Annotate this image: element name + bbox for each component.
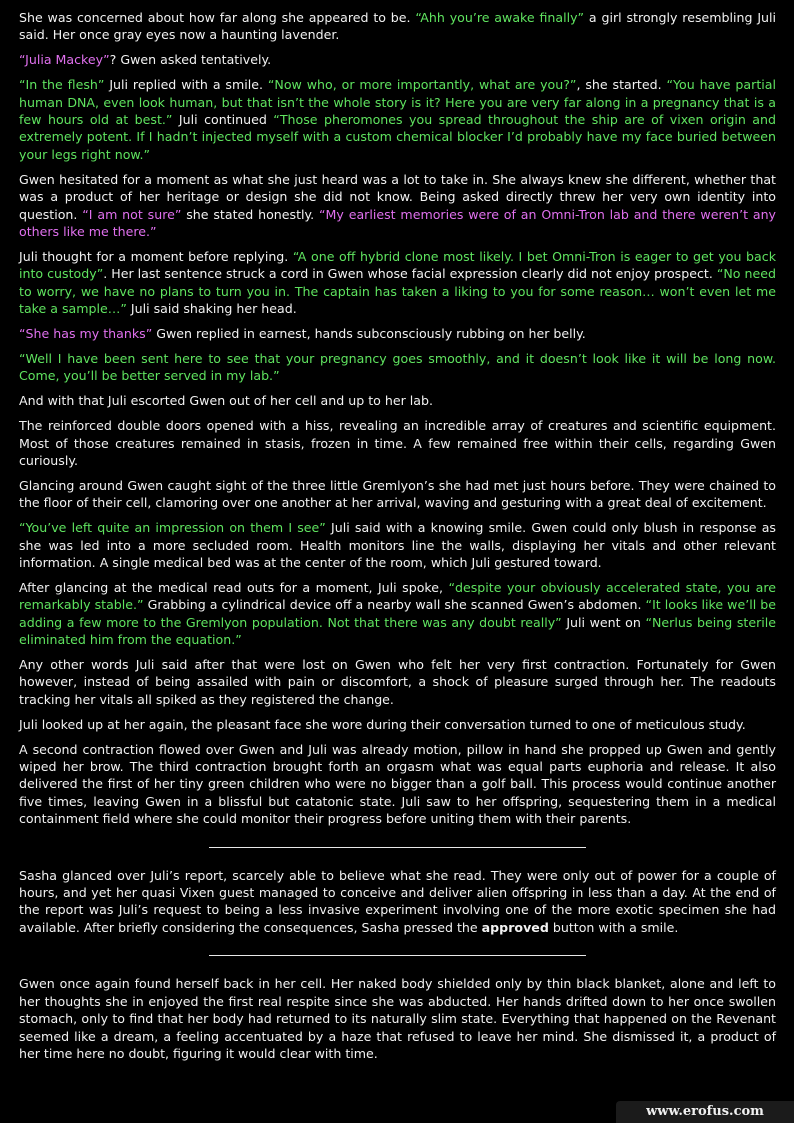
narration-text: Juli said with a knowing smile. Gwen could only blush in response as she was led into a more secluded room. Health monitors line the walls, displaying her vitals and other relevant information. A single medical bed was at the center of the room, which Juli gestured toward. bbox=[19, 520, 776, 570]
story-paragraph bbox=[19, 392, 776, 409]
narration-text: Glancing around Gwen caught sight of the three little Gremlyon’s she had met just hours before. They were chained to the floor of their cell, clamoring over one another at her arrival, waving and gesturing with a great deal of excitement. bbox=[19, 477, 776, 511]
narration-text: Juli looked up at her again, the pleasant face she wore during their conversation turned to one of meticulous study. bbox=[19, 716, 746, 732]
story-paragraph bbox=[19, 76, 776, 163]
narration-text: Juli continued bbox=[172, 112, 274, 128]
narration-text: , she started. bbox=[576, 77, 667, 93]
gwen-dialogue: “I am not sure” bbox=[82, 206, 182, 222]
story-paragraph bbox=[19, 9, 776, 44]
narration-text: Any other words Juli said after that were lost on Gwen who felt her very first contraction. Fortunately for Gwen however, instead of being assailed with pain or discomfort, a shock of pleasure surged through her. The readouts tracking her vitals all spiked as they registered the change. bbox=[19, 657, 776, 707]
story-paragraph bbox=[19, 417, 776, 469]
narration-text: . Her last sentence struck a cord in Gwen whose facial expression clearly did not enjoy prospect. bbox=[103, 266, 717, 282]
juli-dialogue: “Nerlus being sterile eliminated him from the equation.” bbox=[19, 614, 776, 648]
story-paragraph bbox=[19, 350, 776, 385]
story-paragraph bbox=[19, 477, 776, 512]
juli-dialogue: “Ahh you’re awake finally” bbox=[415, 10, 585, 25]
story-paragraph bbox=[19, 741, 776, 828]
narration-text: she stated honestly. bbox=[181, 206, 320, 222]
narration-text: She was concerned about how far along she appeared to be. bbox=[19, 10, 416, 25]
section-divider-1 bbox=[209, 847, 586, 848]
narration-text: Gwen replied in earnest, hands subconsciously rubbing on her belly. bbox=[152, 326, 586, 341]
narration-text: ? Gwen asked tentatively. bbox=[109, 52, 272, 68]
narration-text: a girl strongly resembling Juli said. Her once gray eyes now a haunting lavender. bbox=[19, 10, 777, 43]
story-paragraph bbox=[19, 171, 776, 241]
story-paragraph bbox=[19, 51, 776, 68]
story-paragraph bbox=[19, 519, 776, 571]
story-paragraph bbox=[19, 579, 776, 649]
narration-text: Juli thought for a moment before replying. bbox=[19, 248, 293, 264]
juli-dialogue: “No need to worry, we have no plans to turn you in. The captain has taken a liking to you for some reason… won’t even let me take a sample…” bbox=[19, 266, 776, 317]
site-watermark: www.erofus.com bbox=[616, 1101, 794, 1123]
juli-dialogue: “Well I have been sent here to see that your pregnancy goes smoothly, and it doesn’t look like it will be long now. Come, you’ll be better served in my lab.” bbox=[19, 350, 776, 384]
juli-dialogue: “Now who, or more importantly, what are you?” bbox=[267, 77, 577, 93]
juli-dialogue: “In the flesh” bbox=[19, 77, 105, 93]
story-paragraph bbox=[19, 867, 776, 937]
gwen-dialogue: “Julia Mackey” bbox=[19, 52, 110, 68]
gwen-dialogue: “She has my thanks” bbox=[19, 326, 153, 341]
story-paragraph bbox=[19, 248, 776, 318]
narration-text: And with that Juli escorted Gwen out of her cell and up to her lab. bbox=[19, 393, 433, 409]
story-page bbox=[19, 9, 776, 1070]
story-section-2 bbox=[19, 867, 776, 937]
juli-dialogue: “despite your obviously accelerated state, you are remarkably stable.” bbox=[19, 579, 776, 613]
story-paragraph bbox=[19, 656, 776, 708]
section-divider-2 bbox=[209, 955, 586, 956]
story-section-3 bbox=[19, 975, 776, 1062]
narration-text: The reinforced double doors opened with a hiss, revealing an incredible array of creatures and scientific equipment. Most of those creatures remained in stasis, frozen in time. A few remained free within their cells, regarding Gwen curiously. bbox=[19, 418, 776, 468]
gwen-dialogue: “My earliest memories were of an Omni-Tron lab and there weren’t any others like me there.” bbox=[19, 206, 777, 239]
narration-text: Grabbing a cylindrical device off a nearby wall she scanned Gwen’s abdomen. bbox=[143, 597, 646, 613]
narration-text: Juli went on bbox=[561, 614, 646, 630]
narration-text: approved bbox=[481, 919, 549, 935]
narration-text: button with a smile. bbox=[548, 919, 679, 935]
juli-dialogue: “You’ve left quite an impression on them I see” bbox=[19, 520, 326, 536]
story-paragraph bbox=[19, 325, 776, 342]
narration-text: Gwen hesitated for a moment as what she just heard was a lot to take in. She always knew she different, whether that was a product of her heritage or design she did not know. Being asked directly threw her very own identity into question. bbox=[19, 171, 776, 222]
narration-text: A second contraction flowed over Gwen and Juli was already motion, pillow in hand she propped up Gwen and gently wiped her brow. The third contraction brought forth an orgasm what was equal parts euphoria and release. It also delivered the first of her tiny green children who were no bigger than a golf ball. This process would continue another five times, leaving Gwen in a blissful but catatonic state. Juli saw to her offspring, sequestering them in a medical containment field where she could monitor their progress before uniting them with their parents. bbox=[19, 741, 776, 827]
narration-text: Juli said shaking her head. bbox=[126, 301, 297, 317]
story-section-1 bbox=[19, 9, 776, 828]
juli-dialogue: “It looks like we’ll be adding a few more to the Gremlyon population. Not that there was any doubt really” bbox=[19, 597, 777, 630]
story-paragraph bbox=[19, 975, 776, 1062]
juli-dialogue: “You have partial human DNA, even look human, but that isn’t the whole story is it? Here you are very far along in a pregnancy that is a few hours old at best.” bbox=[19, 77, 776, 128]
narration-text: Gwen once again found herself back in her cell. Her naked body shielded only by thin black blanket, alone and left to her thoughts she in enjoyed the first real respite since she was abducted. Her hands drifted down to her once swollen stomach, only to find that her body had returned to its naturally slim state. Everything that happened on the Revenant seemed like a dream, a feeling accentuated by a haze that refused to leave her mind. She dismissed it, a product of her time here no doubt, figuring it would clear with time. bbox=[19, 976, 776, 1061]
narration-text: Juli replied with a smile. bbox=[104, 77, 268, 93]
juli-dialogue: “Those pheromones you spread throughout the ship are of vixen origin and extremely potent. If I hadn’t injected myself with a custom chemical blocker I’d probably have my face buried between your legs right now.” bbox=[19, 112, 776, 162]
story-paragraph bbox=[19, 716, 776, 733]
narration-text: After glancing at the medical read outs for a moment, Juli spoke, bbox=[19, 579, 449, 595]
juli-dialogue: “A one off hybrid clone most likely. I bet Omni-Tron is eager to get you back into custody” bbox=[19, 248, 776, 282]
narration-text: Sasha glanced over Juli’s report, scarcely able to believe what she read. They were only out of power for a couple of hours, and yet her quasi Vixen guest managed to conceive and deliver alien offspring in less than a day. At the end of the report was Juli’s request to being a less invasive experiment involving one of the more exotic specimen she had available. After briefly considering the consequences, Sasha pressed the bbox=[19, 867, 776, 935]
